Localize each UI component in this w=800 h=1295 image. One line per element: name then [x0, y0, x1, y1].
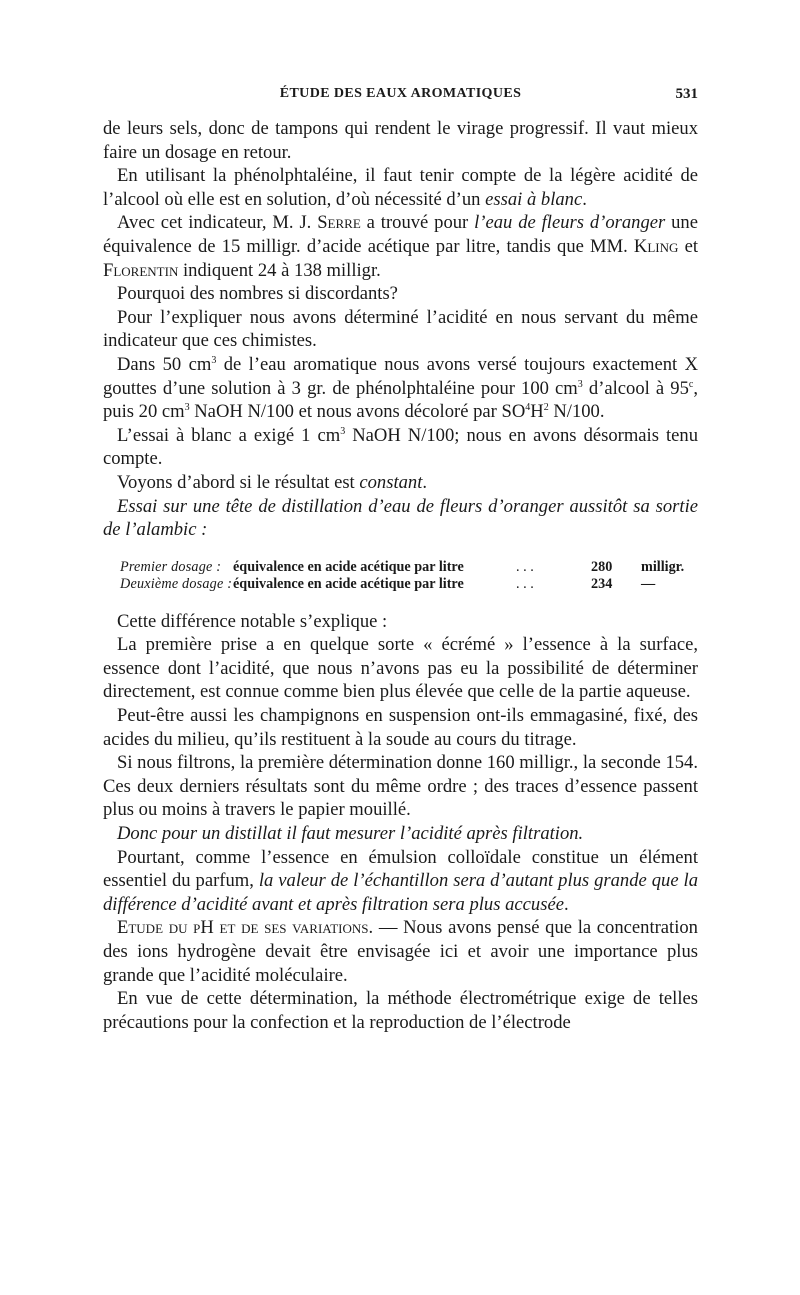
paragraph-6-text-6: H: [530, 401, 544, 423]
paragraph-8: [103, 471, 698, 495]
paragraph-6-text-5: NaOH N/100 et nous avons décoloré par SO: [189, 401, 526, 423]
table-row-dots: . . .: [516, 558, 534, 575]
author-name-kling: Kling: [633, 235, 679, 257]
table-row-unit: —: [641, 575, 656, 592]
paragraph-2-text: En utilisant la phénolphtaléine, il faut tenir compte de la légère acidité de l’alcool où elle est en solution, d’où nécessité d’un: [103, 165, 698, 210]
paragraph-16: [103, 916, 698, 987]
paragraph-15-text-1: Pourtant, comme l’essence en émulsion colloïdale constitue un élément essentiel du parfum,: [103, 846, 698, 892]
paragraph-9-italic: Essai sur une tête de distillation d’eau de fleurs d’oranger aussitôt sa sortie de l’alambic :: [103, 495, 698, 541]
paragraph-6-text-7: N/100.: [548, 401, 605, 423]
paragraph-2-end: .: [582, 188, 587, 210]
paragraph-8-italic: constant: [359, 471, 423, 493]
paragraph-2: [103, 164, 698, 211]
table-row: [120, 559, 698, 576]
paragraph-3: [103, 211, 698, 282]
paragraph-15-text-2: .: [563, 893, 569, 915]
paragraph-2-italic: essai à blanc: [485, 188, 583, 210]
section-heading: Etude du pH et de ses variations.: [117, 917, 374, 939]
body-text: [103, 117, 698, 1034]
paragraph-14: [103, 822, 698, 846]
paragraph-9: [103, 495, 698, 542]
paragraph-8-text-2: .: [422, 471, 428, 493]
author-name-florentin: Florentin: [103, 259, 179, 281]
paragraph-14-italic: Donc pour un distillat il faut mesurer l’acidité après filtration.: [117, 823, 584, 845]
table-row-value: 280: [591, 558, 613, 575]
table-row-label: Premier dosage :: [120, 558, 222, 575]
page-number: 531: [675, 86, 698, 102]
paragraph-8-text-1: Voyons d’abord si le résultat est: [117, 471, 360, 493]
paragraph-6-text-4: , puis 20 cm: [103, 377, 699, 423]
table-row: [120, 576, 698, 593]
paragraph-6-text-2: de l’eau aromatique nous avons versé toujours exactement X gouttes d’une solution à 3 gr. de phénolphtaléine pour 100 cm: [103, 353, 698, 399]
table-row-label: Deuxième dosage :: [120, 575, 233, 592]
paragraph-3-text-2: a trouvé pour: [360, 212, 475, 234]
paragraph-16-text: — Nous avons pensé que la concentration des ions hydrogène devait être envisagée ici et avoir une importance plus grande que l’acidité moléculaire.: [103, 917, 698, 986]
running-head: ÉTUDE DES EAUX AROMATIQUES: [279, 86, 522, 101]
paragraph-3-text-3: une équivalence de 15 milligr. d’acide acétique par litre, tandis que MM.: [103, 212, 698, 257]
page-header: [103, 86, 698, 110]
author-name-serre: Serre: [317, 212, 361, 234]
superscript: 4: [525, 401, 531, 413]
superscript: 3: [577, 378, 583, 390]
table-row-description: équivalence en acide acétique par litre: [233, 575, 464, 592]
table-row-value: 234: [591, 575, 613, 592]
paragraph-7-text-1: L’essai à blanc a exigé 1 cm: [117, 424, 341, 446]
table-row-description: équivalence en acide acétique par litre: [233, 558, 464, 575]
paragraph-17: En vue de cette détermination, la méthode électrométrique exige de telles précautions pour la confection et la reproduction de l’électrode: [103, 988, 698, 1033]
superscript: 3: [340, 425, 346, 437]
paragraph-5: Pour l’expliquer nous avons déterminé l’acidité en nous servant du même indicateur que ces chimistes.: [103, 306, 698, 352]
paragraph-15-italic: la valeur de l’échantillon sera d’autant plus grande que la différence d’acidité avant et après filtration sera plus accusée: [103, 870, 699, 915]
table-row-unit: milligr.: [641, 558, 685, 575]
paragraph-3-text-4: et: [678, 235, 698, 257]
paragraph-7: [103, 424, 698, 471]
paragraph-13: Si nous filtrons, la première détermination donne 160 milligr., la seconde 154. Ces deux derniers résultats sont du même ordre ; des traces d’essence passent plus ou moins à travers le papier mouillé.: [103, 752, 698, 821]
paragraph-15: [103, 846, 698, 917]
superscript: 2: [543, 401, 549, 413]
paragraph-3-italic: l’eau de fleurs d’oranger: [474, 212, 666, 234]
paragraph-3-text-1: Avec cet indicateur, M. J.: [117, 212, 318, 234]
paragraph-3-text-5: indiquent 24 à 138 milligr.: [178, 259, 381, 281]
paragraph-12: Peut-être aussi les champignons en suspension ont-ils emmagasiné, fixé, des acides du milieu, qu’ils restituent à la soude au cours du titrage.: [103, 705, 698, 750]
superscript: c: [688, 378, 694, 390]
paragraph-10: Cette différence notable s’explique :: [117, 610, 388, 632]
superscript: 3: [184, 401, 190, 413]
superscript: 3: [211, 354, 217, 366]
paragraph-6-text-3: d’alcool à 95: [582, 377, 689, 399]
paragraph-7-text-2: NaOH N/100; nous en avons désormais tenu compte.: [103, 424, 698, 470]
paragraph-11: La première prise a en quelque sorte « écrémé » l’essence à la surface, essence dont l’acidité, que nous n’avons pas eu la possibilité de déterminer directement, est connue comme bien plus élevée que celle de la partie aqueuse.: [103, 634, 698, 703]
paragraph-4: Pourquoi des nombres si discordants?: [117, 283, 398, 305]
paragraph-1: de leurs sels, donc de tampons qui rendent le virage progressif. Il vaut mieux faire un dosage en retour.: [103, 118, 698, 163]
dosage-table: [120, 559, 698, 593]
paragraph-6-text-1: Dans 50 cm: [117, 353, 212, 375]
table-row-dots: . . .: [516, 575, 534, 592]
paragraph-6: [103, 353, 698, 424]
